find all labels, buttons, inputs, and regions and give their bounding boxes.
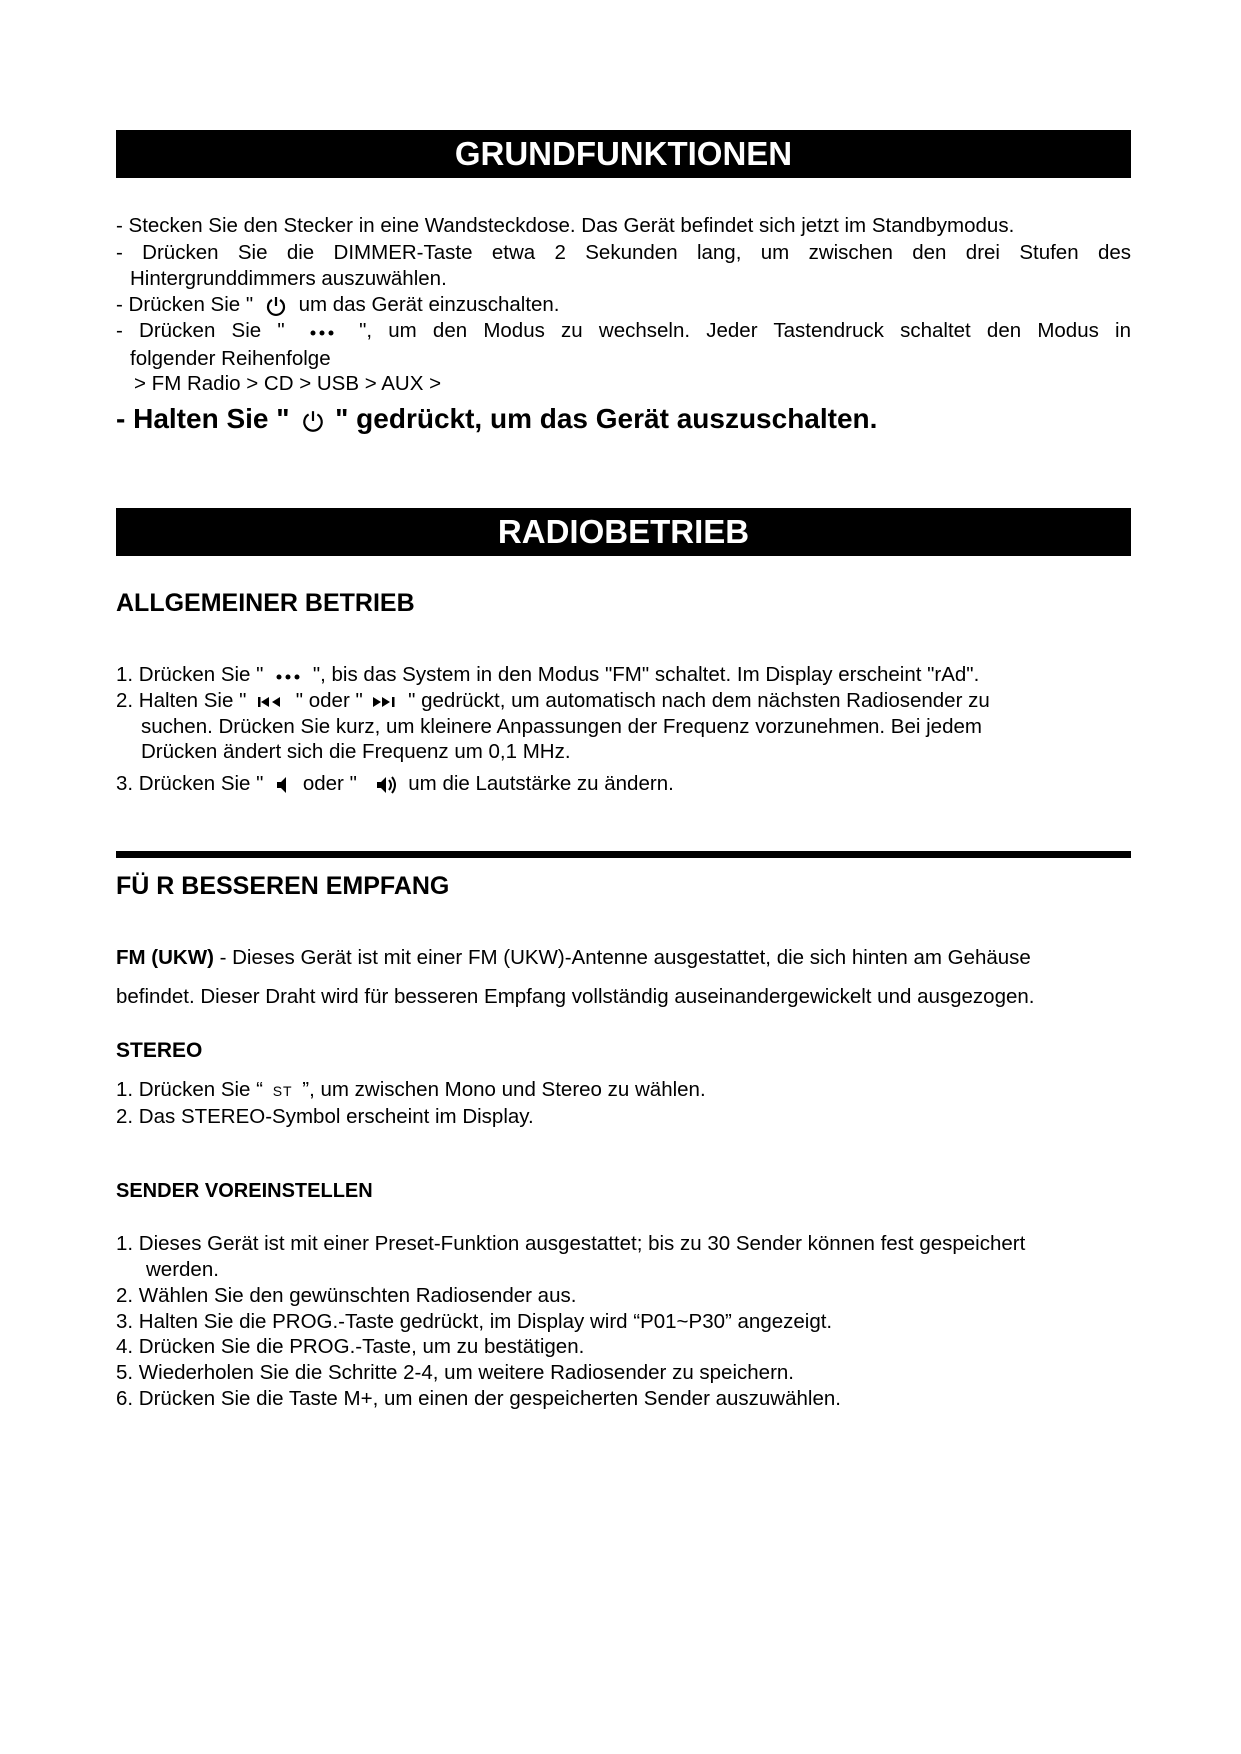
radio-step-1-pre: 1. Drücken Sie " (116, 663, 264, 686)
radio-step-1 (116, 662, 979, 688)
skip-forward-icon (370, 696, 400, 708)
stereo-step-1-pre: 1. Drücken Sie “ (116, 1078, 263, 1101)
preset-step: werden. (146, 1258, 219, 1281)
heading-stereo: STEREO (116, 1039, 203, 1062)
grund-bullet-4-pre: - Drücken Sie " (116, 319, 285, 342)
radio-step-1-post: ", bis das System in den Modus "FM" schaltet. Im Display erscheint "rAd". (312, 663, 980, 686)
heading-besseren-empfang: FÜ R BESSEREN EMPFANG (116, 872, 450, 900)
power-icon (301, 409, 325, 433)
stereo-step-1-post: ”, um zwischen Mono und Stereo zu wählen. (302, 1078, 706, 1101)
fm-label: FM (UKW) (116, 946, 214, 969)
grund-bullet-3-post: um das Gerät einzuschalten. (298, 293, 560, 316)
grund-bullet-3 (116, 292, 560, 318)
fm-text-1: - Dieses Gerät ist mit einer FM (UKW)-Antenne ausgestattet, die sich hinten am Gehäuse (213, 946, 1031, 969)
grund-bullet-4-post: ", um den Modus zu wechseln. Jeder Tastendruck schaltet den Modus in (359, 319, 1132, 342)
radio-step-3-pre: 3. Drücken Sie " (116, 772, 264, 795)
radio-step-3-post: um die Lautstärke zu ändern. (408, 772, 674, 795)
preset-step: 1. Dieses Gerät ist mit einer Preset-Funktion ausgestattet; bis zu 30 Sender können fest gespeichert (116, 1232, 1026, 1255)
radio-step-2-mid: " oder " (295, 689, 363, 712)
grund-bullet-4-cont: folgender Reihenfolge (130, 347, 331, 370)
grund-bullet-1: - Stecken Sie den Stecker in eine Wandsteckdose. Das Gerät befindet sich jetzt im Standbymodus. (116, 214, 1015, 237)
section-banner-grundfunktionen: GRUNDFUNKTIONEN (116, 130, 1131, 178)
section-banner-radiobetrieb: RADIOBETRIEB (116, 508, 1131, 556)
grund-bullet-3-pre: - Drücken Sie " (116, 293, 254, 316)
stereo-step-1 (116, 1077, 706, 1104)
st-symbol: ST (272, 1083, 293, 1099)
preset-step: 6. Drücken Sie die Taste M+, um einen der gespeicherten Sender auszuwählen. (116, 1387, 841, 1410)
grund-bullet-2: - Drücken Sie die DIMMER-Taste etwa 2 Sekunden lang, um zwischen den drei Stufen des (116, 241, 1131, 264)
mode-sequence: > FM Radio > CD > USB > AUX > (134, 372, 442, 395)
grund-bullet-5-emphasis (116, 402, 877, 436)
skip-back-icon (256, 696, 286, 708)
radio-step-2-post: " gedrückt, um automatisch nach dem nächsten Radiosender zu (408, 689, 990, 712)
heading-sender-voreinstellen: SENDER VOREINSTELLEN (116, 1180, 373, 1202)
preset-step: 3. Halten Sie die PROG.-Taste gedrückt, im Display wird “P01~P30” angezeigt. (116, 1310, 833, 1333)
grund-bullet-5-post: " gedrückt, um das Gerät auszuschalten. (335, 403, 878, 434)
radio-step-2 (116, 688, 990, 714)
grund-bullet-2-cont: Hintergrunddimmers auszuwählen. (130, 267, 447, 290)
radio-step-2-pre: 2. Halten Sie " (116, 689, 247, 712)
grund-bullet-5-pre: - Halten Sie " (116, 403, 290, 434)
grund-bullet-4 (116, 318, 1131, 344)
volume-down-icon (275, 775, 291, 795)
mode-dots-icon (275, 671, 301, 681)
fm-paragraph-line-2: befindet. Dieser Draht wird für besseren Empfang vollständig auseinandergewickelt und ausgezogen. (116, 985, 1035, 1008)
radio-step-3-mid: oder " (302, 772, 357, 795)
radio-step-2-cont-2: Drücken ändert sich die Frequenz um 0,1 MHz. (141, 740, 571, 763)
section-divider (116, 851, 1131, 858)
stereo-step-2: 2. Das STEREO-Symbol erscheint im Display. (116, 1105, 534, 1128)
heading-allgemeiner-betrieb: ALLGEMEINER BETRIEB (116, 589, 415, 617)
radio-step-2-cont-1: suchen. Drücken Sie kurz, um kleinere Anpassungen der Frequenz vorzunehmen. Bei jedem (141, 715, 982, 738)
preset-step: 2. Wählen Sie den gewünschten Radiosender aus. (116, 1284, 577, 1307)
power-icon (265, 295, 287, 317)
preset-step: 4. Drücken Sie die PROG.-Taste, um zu bestätigen. (116, 1335, 585, 1358)
preset-step: 5. Wiederholen Sie die Schritte 2-4, um weitere Radiosender zu speichern. (116, 1361, 794, 1384)
fm-paragraph-line-1 (116, 945, 1031, 971)
volume-up-icon (373, 774, 401, 796)
radio-step-3 (116, 771, 674, 797)
mode-dots-icon (309, 327, 335, 337)
